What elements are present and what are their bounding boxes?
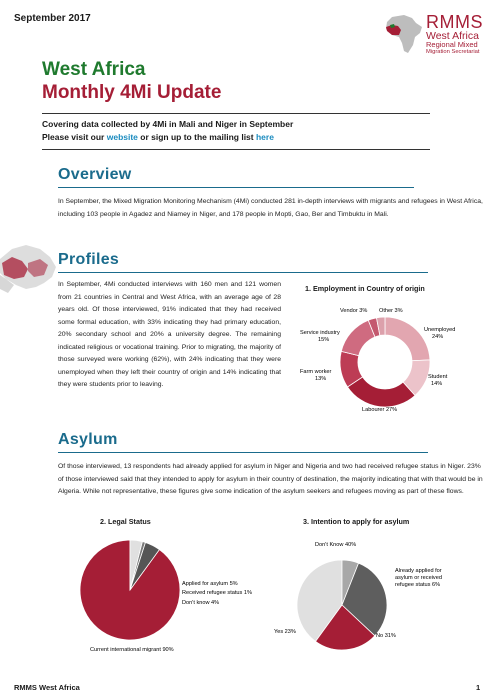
profiles-rule: [58, 272, 428, 273]
legal-status-pie-chart: [40, 527, 290, 657]
label-dont-know-40: Don't Know 40%: [315, 542, 357, 548]
label-received-refugee: Received refugee status 1%: [182, 590, 252, 596]
label-yes: Yes 23%: [274, 629, 296, 635]
rmms-logo: [382, 13, 494, 59]
label-farm-worker: Farm worker: [300, 369, 332, 375]
report-date: September 2017: [14, 13, 91, 24]
africa-map-icon: [382, 13, 428, 57]
subtitle-text-a: Please visit our: [42, 132, 107, 142]
chart2-title: 2. Legal Status: [100, 517, 151, 526]
label-other: Other 3%: [379, 308, 403, 314]
slice-unemployed: [385, 317, 430, 361]
label-service-industry: Service industry: [300, 330, 340, 336]
label-student-value: 14%: [431, 381, 443, 387]
overview-heading: Overview: [58, 166, 132, 183]
mailing-list-link[interactable]: here: [255, 132, 274, 142]
label-current-migrant: Current international migrant 90%: [90, 647, 174, 653]
intention-pie-chart: [270, 535, 480, 665]
logo-rmms: RMMS: [426, 12, 483, 32]
label-labourer: Labourer 27%: [362, 407, 398, 413]
subtitle-links: [42, 132, 274, 142]
title-region: West Africa: [42, 59, 146, 80]
logo-regional-mixed: Regional Mixed: [426, 40, 478, 49]
label-dont-know: Don't know 4%: [182, 600, 220, 606]
label-unemployed: Unemployed: [424, 327, 456, 333]
title-divider: [42, 113, 430, 114]
label-unemployed-value: 24%: [432, 334, 444, 340]
subtitle-text-b: or sign up to the mailing list: [137, 132, 256, 142]
profiles-heading: Profiles: [58, 251, 120, 268]
label-already-applied-2: asylum or received: [395, 575, 442, 581]
label-already-applied-1: Already applied for: [395, 568, 442, 574]
asylum-text: Of those interviewed, 13 respondents had already applied for asylum in Niger and Nigeria and two had received refugee status in Niger. 23% of those interviewed said that they intended to apply for asylum in their country of destination, the majority indicating that with that would be in Algeria. While not representative, these figures give some indication of the asylum seekers and refugees moving as part of these flows.: [58, 463, 483, 495]
label-no: No 31%: [376, 633, 396, 639]
profiles-text: In September, 4Mi conducted interviews with 160 men and 121 women from 21 countries in Central and West Africa, with an average age of 28 years old. Of those interviewed, 91% indicated that they had received some formal education, with 33% indicating they had primary education, 20% secondary school and 20% a university degree. The remaining indicated religious or vocational training. Prior to migrating, the majority of those surveyed were working (62%), with 24% indicating that they were unemployed when they left their country of origin and 14% indicating that they were students prior to leaving.: [58, 281, 281, 388]
slice-service-industry: [341, 320, 375, 355]
label-vendor: Vendor 3%: [340, 308, 368, 314]
website-link[interactable]: website: [106, 132, 138, 142]
label-service-industry-value: 15%: [318, 337, 330, 343]
subtitle-coverage: Covering data collected by 4Mi in Mali and Niger in September: [42, 119, 294, 129]
label-applied-asylum: Applied for asylum 5%: [182, 581, 238, 587]
label-already-applied-3: refugee status 6%: [395, 582, 441, 588]
page-number: 1: [476, 683, 481, 692]
subtitle-divider: [42, 149, 430, 150]
logo-west-africa: West Africa: [426, 30, 479, 42]
label-farm-worker-value: 13%: [315, 376, 327, 382]
logo-secretariat: Migration Secretariat: [426, 49, 480, 55]
asylum-heading: Asylum: [58, 431, 118, 448]
overview-rule: [58, 187, 414, 188]
title-update: Monthly 4Mi Update: [42, 82, 222, 103]
chart3-title: 3. Intention to apply for asylum: [303, 517, 410, 526]
label-student: Student: [428, 374, 448, 380]
chart1-title: 1. Employment in Country of origin: [305, 284, 425, 293]
overview-text: In September, the Mixed Migration Monitoring Mechanism (4Mi) conducted 281 in-depth interviews with migrants and refugees in West Africa, including 103 people in Agadez and Niamey in Niger, and 178 people in Mopti, Gao, Ber and Timbuktu in Mali.: [58, 198, 483, 218]
footer-org: RMMS West Africa: [14, 683, 80, 692]
employment-donut-chart: [300, 300, 470, 460]
asylum-rule: [58, 452, 428, 453]
